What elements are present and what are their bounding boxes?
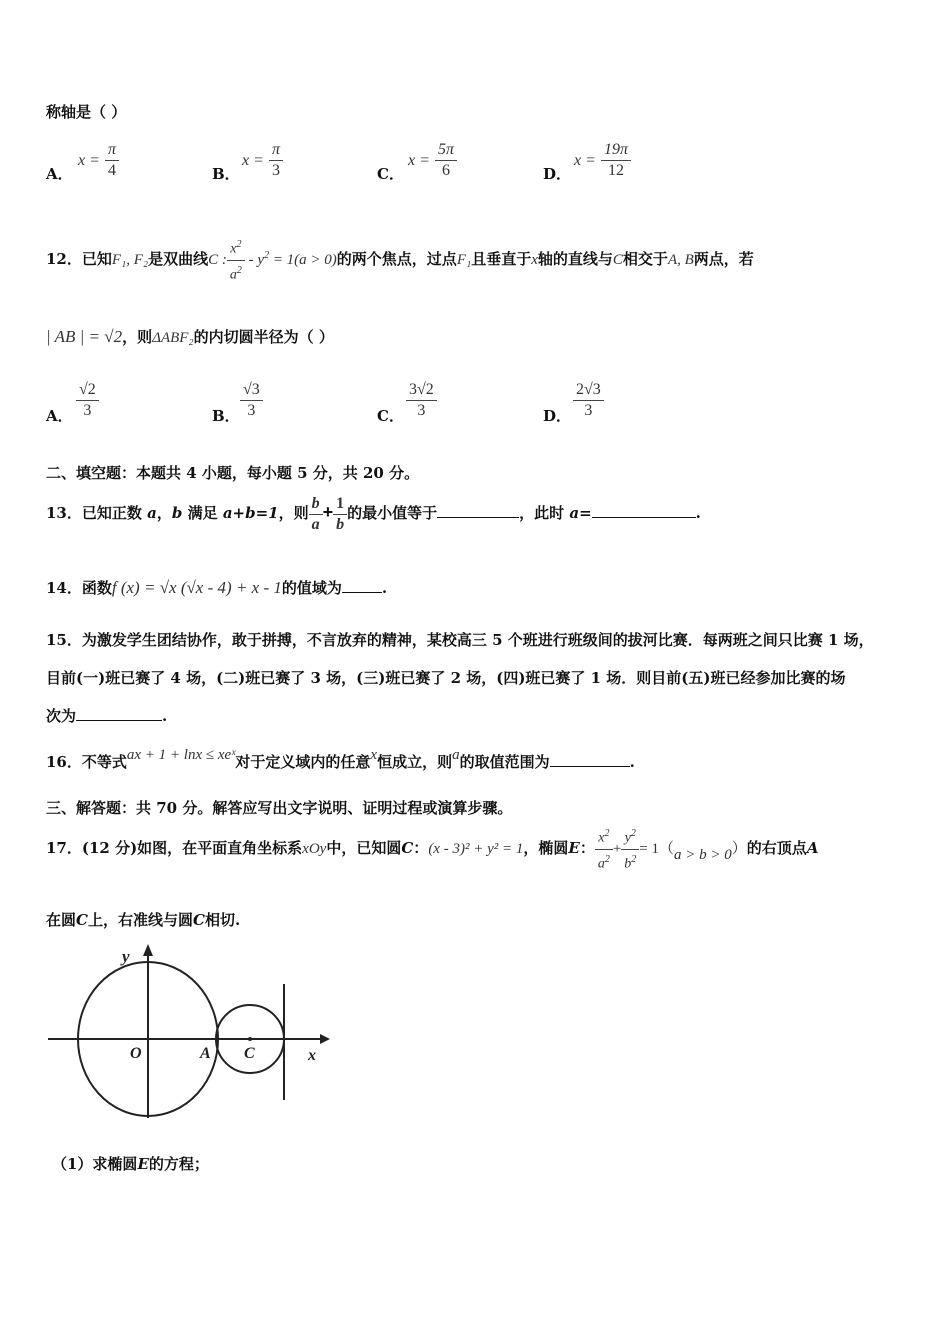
q13-condition: a+b=1 <box>222 504 279 522</box>
q13-text: ，此时 <box>519 504 570 522</box>
frac-den: 3 <box>83 402 92 419</box>
frac-num: 2√3 <box>573 380 604 401</box>
q16-text: 对于定义域内的任意 <box>235 753 371 771</box>
q12-f1: F₁ <box>456 252 472 268</box>
q11-tail: 称轴是（ ） <box>46 103 127 121</box>
q17-frac-x: $\frac{x^2}{a^2}$ <box>595 824 613 874</box>
q12-text: 的两个焦点，过点 <box>336 250 457 268</box>
label-c: C <box>244 1045 255 1062</box>
q17-e: E <box>568 839 580 858</box>
q11-option-b <box>242 140 283 181</box>
q11-option-d-label: D． <box>543 165 572 183</box>
q11-option-a <box>78 140 119 181</box>
q14-text: . <box>381 579 388 597</box>
q13-text: . <box>695 504 701 522</box>
q12-text: 是双曲线 <box>148 250 209 268</box>
q12-ab: A, B <box>667 252 694 268</box>
q17-text: 17．(12 分)如图，在平面直角坐标系 <box>46 839 303 858</box>
q12-frac: $\frac{x^2}{a^2}$ <box>227 235 245 285</box>
q17-a-point: A <box>806 839 819 858</box>
q17-frac-y: $\frac{y^2}{b^2}$ <box>621 824 639 874</box>
q17-text: ，椭圆 <box>523 839 569 858</box>
q13-blank-min[interactable] <box>437 503 519 518</box>
q17-figure <box>44 940 334 1125</box>
q12-option-a <box>76 380 99 421</box>
q12-text: 轴的直线与 <box>537 250 613 268</box>
q17-c: C <box>401 839 414 858</box>
q17-circle-eq: (x - 3)² + y² = 1 <box>428 841 524 858</box>
q12-option-d <box>573 380 604 421</box>
q14-blank[interactable] <box>342 578 382 593</box>
frac-num: 3√2 <box>406 380 437 401</box>
frac-den: 3 <box>272 162 280 179</box>
q15-blank[interactable] <box>76 706 162 721</box>
q17-text: 在圆 <box>46 911 77 929</box>
q12-text: 12．已知 <box>46 250 112 268</box>
q17-text: （ <box>659 841 675 858</box>
q11-var: x = <box>78 152 100 169</box>
sub1-text: 的方程； <box>148 1155 209 1173</box>
q11-var: x = <box>574 152 596 169</box>
q17-sub-1 <box>52 1154 209 1174</box>
q15-text: . <box>162 707 168 725</box>
q12-foci: F₁, F₂ <box>111 252 149 268</box>
y-axis-arrow-icon <box>143 944 153 956</box>
q12-line-1: 12．已知F₁, F₂是双曲线C : $\frac{x^2}{a^2}$ - $y^2 = 1(a > 0)$的两个焦点，过点F₁且垂直于x轴的直线与C相交于A, B两点，若 <box>46 232 754 285</box>
sub1-e: E <box>137 1155 149 1173</box>
q12-line-2 <box>46 322 334 353</box>
q17-text: 的右顶点 <box>746 839 807 858</box>
q14-text: 的值域为 <box>281 579 342 597</box>
q17-eq-one: = 1 <box>639 841 660 858</box>
q13-frac-b-over-a: $\frac{b}{a}$ <box>309 494 323 535</box>
q16-text: 恒成立，则 <box>377 753 453 771</box>
q15-text: 次为 <box>46 707 77 725</box>
q12-option-b-label: B． <box>212 407 240 425</box>
section-2-heading: 二、填空题：本题共 4 小题，每小题 5 分，共 20 分。 <box>46 464 420 482</box>
q11-var: x = <box>242 152 264 169</box>
q12-option-a-label: A． <box>46 407 73 425</box>
frac-den: 6 <box>442 162 450 179</box>
q17-c: C <box>192 911 205 929</box>
q11-option-b-label: B． <box>212 165 240 183</box>
q12-text: 的内切圆半径为（ ） <box>193 328 334 346</box>
x-axis-arrow-icon <box>320 1034 330 1044</box>
q12-abs: | AB | = √2 <box>46 327 123 346</box>
q13-frac-one-over-b: $\frac{1}{b}$ <box>333 494 347 535</box>
q17-line-2 <box>46 910 240 930</box>
q13-a: a <box>147 504 157 522</box>
q11-var: x = <box>408 152 430 169</box>
q16 <box>46 742 635 783</box>
q13: 13．已知正数 a，b 满足 a+b=1，则 $\frac{b}{a}$ + $\frac{1}{b}$ 的最小值等于 ，此时 a= . <box>46 494 701 533</box>
q15-line-3 <box>46 706 167 726</box>
q14-expression: f (x) = √x (√x - 4) + x - 1 <box>111 578 282 597</box>
q17-text: 上，右准线与圆 <box>87 911 193 929</box>
frac-den: 3 <box>247 402 256 419</box>
q14 <box>46 570 387 606</box>
q13-text: a= <box>569 504 592 522</box>
q16-text: . <box>629 753 635 771</box>
q16-inequality: ax + 1 + lnx ≤ xeˣ <box>126 747 236 763</box>
q16-text: 的取值范围为 <box>459 753 550 771</box>
frac-den: 4 <box>108 162 116 179</box>
q17-text: 相切. <box>204 911 241 929</box>
q17-text: ： <box>413 839 429 858</box>
q14-text: 14．函数 <box>46 579 112 597</box>
q16-a: a <box>452 747 460 763</box>
frac-num: 19π <box>601 140 631 161</box>
q17-text: 中，已知圆 <box>326 839 402 858</box>
frac-num: π <box>105 140 119 161</box>
q12-text: ，则 <box>122 328 153 346</box>
q12-curve-label: C : <box>208 252 227 268</box>
frac-num: π <box>269 140 283 161</box>
label-a: A <box>200 1045 211 1062</box>
q17-condition: a > b > 0 <box>674 847 732 864</box>
label-y: y <box>122 947 130 966</box>
q12-option-b <box>240 380 263 421</box>
frac-num: √2 <box>76 380 99 401</box>
q15-line-1: 15．为激发学生团结协作，敢于拼搏，不言放弃的精神，某校高三 5 个班进行班级间的拔河比赛．每两班之间只比赛 1 场， <box>46 631 874 649</box>
frac-num: √3 <box>240 380 263 401</box>
frac-num: 5π <box>435 140 457 161</box>
q11-option-c <box>408 140 457 181</box>
q13-text: ， <box>156 504 172 522</box>
frac-den: 12 <box>608 162 624 179</box>
q17-text: ： <box>579 839 595 858</box>
q12-triangle: ΔABF₂ <box>152 330 194 346</box>
q12-x: x <box>531 252 538 268</box>
center-c-dot <box>248 1037 252 1041</box>
q11-option-c-label: C． <box>377 165 404 183</box>
q12-option-c <box>406 380 437 421</box>
sub1-text: （1）求椭圆 <box>52 1155 138 1173</box>
q17-c: C <box>76 911 88 929</box>
q13-b: b <box>171 504 183 522</box>
q17-line-1: 17．(12 分)如图，在平面直角坐标系xOy中，已知圆C：(x - 3)² + y² = 1，椭圆E： $\frac{x^2}{a^2}$ + $\frac{y^2}{b^2}$ = 1（a > b > 0）的右顶点A <box>46 824 818 874</box>
q11-option-a-label: A． <box>46 165 73 183</box>
q13-text: ，则 <box>278 504 309 522</box>
q17-text: ） <box>731 841 747 858</box>
q11-option-d <box>574 140 631 181</box>
label-o: O <box>130 1045 142 1062</box>
q12-text: 两点，若 <box>693 250 754 268</box>
q13-text: 满足 <box>182 504 223 522</box>
q12-c: C <box>612 252 623 268</box>
q15-line-2: 目前(一)班已赛了 4 场，(二)班已赛了 3 场，(三)班已赛了 2 场，(四)班已赛了 1 场．则目前(五)班已经参加比赛的场 <box>46 669 846 687</box>
q16-x: x <box>370 747 378 763</box>
frac-den: 3 <box>584 402 593 419</box>
q16-text: 16．不等式 <box>46 753 127 771</box>
q16-blank[interactable] <box>550 752 630 767</box>
q12-text: 且垂直于 <box>471 250 532 268</box>
label-x: x <box>308 1047 316 1064</box>
q13-text: 的最小值等于 <box>347 504 438 522</box>
q12-text: 相交于 <box>622 250 668 268</box>
q17-xoy: xOy <box>302 841 327 858</box>
q12-option-d-label: D． <box>543 407 572 425</box>
q13-blank-a[interactable] <box>592 503 696 518</box>
q13-text: 13．已知正数 <box>46 504 148 522</box>
section-3-heading: 三、解答题：共 70 分。解答应写出文字说明、证明过程或演算步骤。 <box>46 799 513 817</box>
frac-den: 3 <box>417 402 426 419</box>
q12-option-c-label: C． <box>377 407 404 425</box>
